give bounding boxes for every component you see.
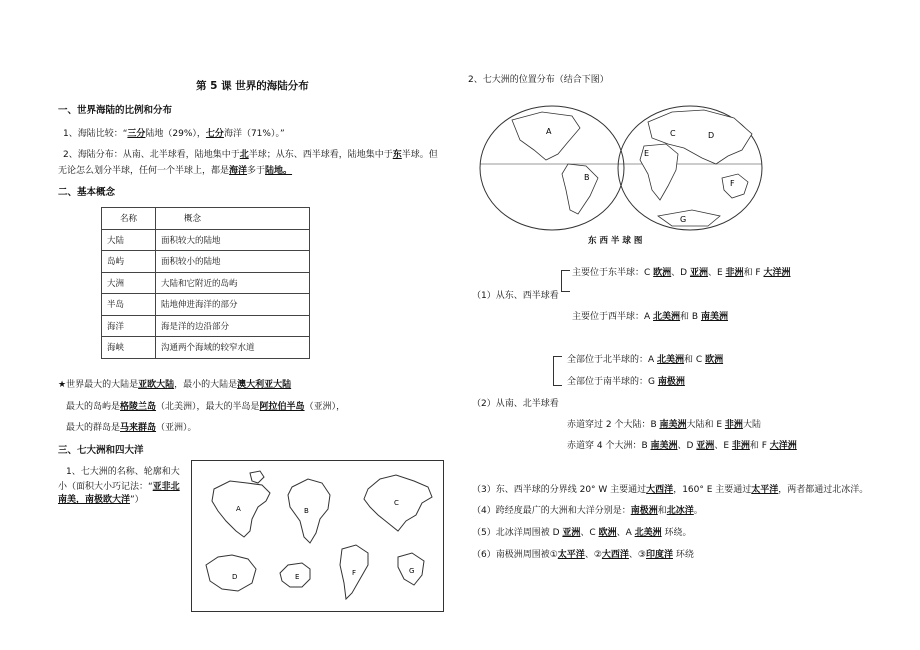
map-caption: 东 西 半 球 图 [588, 236, 643, 246]
s1-line-1: 1、海陆比较：“三分陆地（29%），七分海洋（71%）。” [63, 129, 285, 139]
table-row [102, 294, 310, 316]
bracket-ew [561, 270, 570, 292]
s3-para-line-1: 1、七大洲的名称、轮廓和大 [66, 467, 180, 477]
hemi-label-b: B [584, 173, 590, 182]
continent-label-e: E [295, 573, 300, 581]
hemisphere-map-svg [472, 98, 772, 246]
hemi-label-f: F [730, 179, 735, 188]
ew-line-2: 主要位于西半球：A 北美洲和 B 南美洲 [572, 312, 728, 322]
hemi-label-d: D [708, 131, 715, 140]
table-row [102, 337, 310, 359]
item-3: （3）东、西半球的分界线 20° W 主要通过大西洋，160° E 主要通过太平洋，两者都通过北冰洋。 [472, 485, 869, 495]
table-row [102, 229, 310, 251]
hemi-label-g: G [680, 215, 687, 224]
table-cell: 海是洋的边沿部分 [156, 315, 310, 337]
section-1-heading: 一、世界海陆的比例和分布 [58, 105, 173, 116]
ns-label: （2）从南、北半球看 [472, 399, 559, 409]
table-row [102, 315, 310, 337]
table-header-row [102, 208, 310, 230]
item-5: （5）北冰洋周围被 D 亚洲、C 欧洲、A 北美洲 环绕。 [472, 528, 692, 538]
table-row [102, 272, 310, 294]
star-line-2: 最大的岛屿是格陵兰岛（北美洲），最大的半岛是阿拉伯半岛（亚洲）， [66, 402, 346, 412]
table-header-cell: 名称 [102, 208, 156, 230]
north-america-shape [512, 112, 580, 160]
table-cell: 半岛 [102, 294, 156, 316]
concept-table [101, 207, 310, 359]
hemi-label-c: C [670, 129, 676, 138]
table-cell: 沟通两个海域的较窄水道 [156, 337, 310, 359]
oceania-shape [722, 174, 748, 198]
greenland-outline [250, 471, 264, 483]
continent-label-b: B [304, 507, 309, 515]
south-america-shape [562, 164, 598, 214]
table-header-cell: 概念 [156, 208, 310, 230]
table-cell: 面积较大的陆地 [156, 229, 310, 251]
hemi-label-a: A [546, 127, 552, 136]
hemisphere-map [472, 98, 772, 246]
table-row [102, 251, 310, 273]
table-cell: 大洲 [102, 272, 156, 294]
table-cell: 大陆 [102, 229, 156, 251]
antarctica-outline [206, 555, 256, 591]
star-line-1: ★世界最大的大陆是亚欧大陆，最小的大陆是澳大利亚大陆 [58, 380, 292, 390]
page-title: 第 5 课 世界的海陆分布 [196, 80, 309, 92]
antarctica-shape [658, 210, 720, 226]
table-cell: 大陆和它附近的岛屿 [156, 272, 310, 294]
north-america-outline [212, 481, 270, 537]
ns-line-2: 全部位于南半球的：G 南极洲 [567, 377, 685, 387]
table-cell: 面积较小的陆地 [156, 251, 310, 273]
ns-line-1: 全部位于北半球的：A 北美洲和 C 欧洲 [567, 355, 724, 365]
africa-outline [288, 479, 330, 543]
table-cell: 海峡 [102, 337, 156, 359]
continents-outline-map [191, 460, 444, 612]
section-3-heading: 三、七大洲和四大洋 [58, 445, 144, 456]
continent-label-a: A [236, 505, 241, 513]
continents-map-svg [192, 461, 443, 611]
continent-label-c: C [394, 499, 399, 507]
item-4: （4）跨经度最广的大洲和大洋分别是：南极洲和北冰洋。 [472, 506, 703, 516]
s3-para-line-3: 南美，南极欧大洋”） [58, 495, 144, 505]
continent-label-g: G [409, 567, 415, 575]
table-cell: 岛屿 [102, 251, 156, 273]
table-cell: 海洋 [102, 315, 156, 337]
hemi-label-e: E [644, 149, 650, 158]
ew-line-1: 主要位于东半球：C 欧洲、D 亚洲、E 非洲和 F 大洋洲 [572, 268, 791, 278]
continent-label-f: F [352, 569, 357, 577]
s3-para-line-2: 小（面积大小巧记法：“亚非北 [58, 482, 180, 492]
section-2-heading: 二、基本概念 [58, 187, 116, 198]
ew-label: （1）从东、西半球看 [472, 291, 559, 301]
eq-line-1: 赤道穿过 2 个大陆：B 南美洲大陆和 E 非洲大陆 [567, 420, 761, 430]
eq-line-2: 赤道穿 4 个大洲：B 南美洲、D 亚洲、E 非洲和 F 大洋洲 [567, 441, 797, 451]
continent-label-d: D [232, 573, 238, 581]
s1-line-2: 2、海陆分布：从南、北半球看，陆地集中于北半球；从东、西半球看，陆地集中于东半球。但 [63, 150, 438, 160]
table-cell: 陆地伸进海洋的部分 [156, 294, 310, 316]
s1-line-3: 无论怎么划分半球，任何一个半球上，都是海洋多于陆地。 [58, 166, 293, 176]
bracket-ns [553, 356, 562, 386]
star-line-3: 最大的群岛是马来群岛（亚洲）。 [66, 423, 197, 433]
item-6: （6）南极洲周围被①太平洋、②大西洋、③印度洋 环绕 [472, 550, 694, 560]
right-heading: 2、七大洲的位置分布（结合下图） [468, 75, 609, 85]
